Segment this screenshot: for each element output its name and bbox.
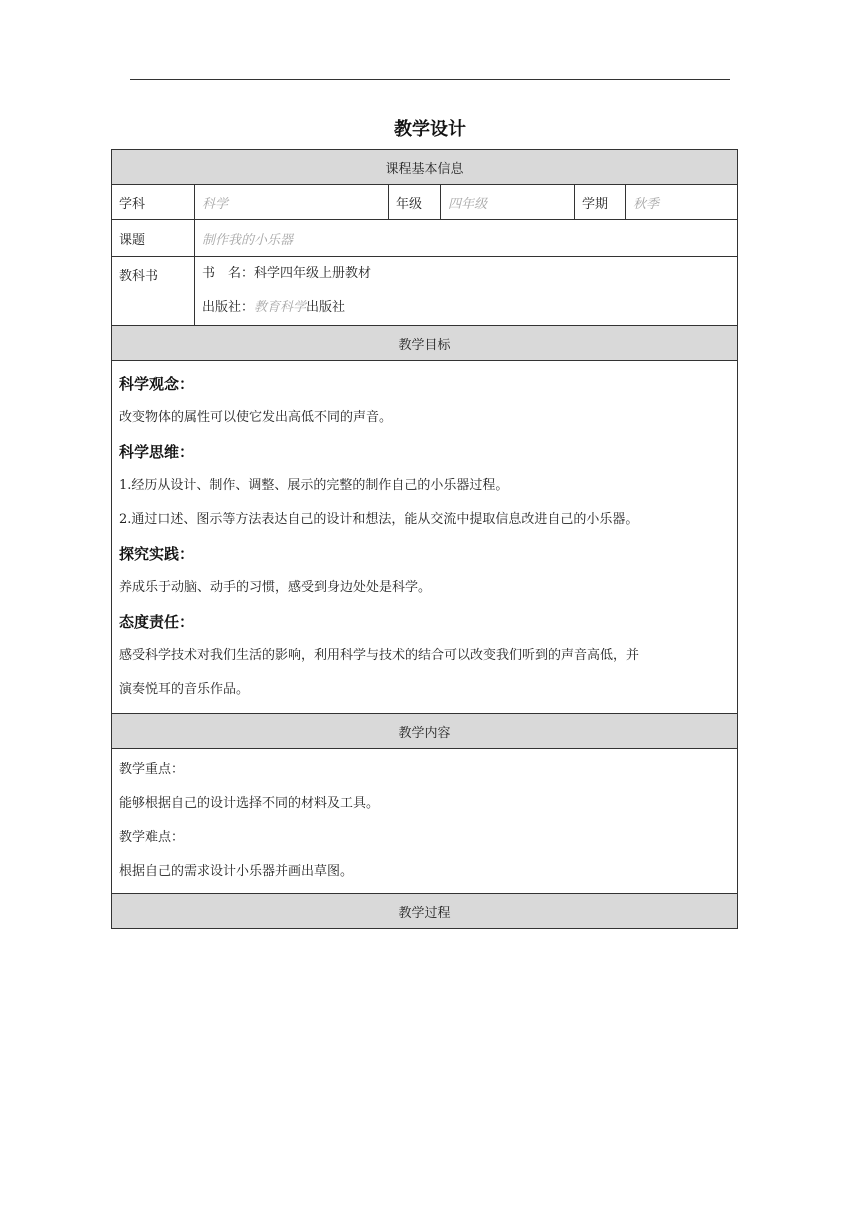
subject-label: 学科 (112, 185, 195, 220)
key-point-label: 教学重点： (119, 762, 185, 777)
textbook-info (195, 257, 738, 326)
grade-label: 年级 (389, 185, 441, 220)
publisher-suffix: 出版社 (306, 300, 346, 315)
goal-attitude-text-line-1: 感受科学技术对我们生活的影响，利用科学与技术的结合可以改变我们听到的声音高低，并 (119, 648, 640, 663)
content-cell (112, 749, 738, 894)
term-value: 秋季 (626, 185, 738, 220)
section-header-goals: 教学目标 (112, 326, 738, 361)
goal-attitude-heading: 态度责任： (119, 613, 195, 631)
goal-practice-text: 养成乐于动脑、动手的习惯，感受到身边处处是科学。 (119, 580, 432, 595)
difficult-point-text: 根据自己的需求设计小乐器并画出草图。 (119, 864, 354, 879)
goal-thinking-item-2: 2.通过口述、图示等方法表达自己的设计和想法，能从交流中提取信息改进自己的小乐器。 (119, 512, 639, 527)
publisher-label: 出版社： (202, 300, 255, 315)
book-name-value: 科学四年级上册教材 (254, 266, 372, 281)
goals-cell (112, 361, 738, 714)
goal-attitude-text-line-2: 演奏悦耳的音乐作品。 (119, 682, 250, 697)
goal-practice-heading: 探究实践： (119, 545, 195, 563)
subject-value: 科学 (195, 185, 389, 220)
goal-thinking-item-1: 1.经历从设计、制作、调整、展示的完整的制作自己的小乐器过程。 (119, 478, 509, 493)
goal-thinking-heading: 科学思维： (119, 443, 195, 461)
term-label: 学期 (575, 185, 626, 220)
topic-label: 课题 (112, 220, 195, 257)
book-name-label: 书 名： (202, 266, 255, 281)
goal-concept-text: 改变物体的属性可以使它发出高低不同的声音。 (119, 410, 393, 425)
difficult-point-label: 教学难点： (119, 830, 185, 845)
section-header-basic-info: 课程基本信息 (112, 150, 738, 185)
publisher-value: 教育科学 (254, 300, 307, 315)
goal-concept-heading: 科学观念： (119, 375, 195, 393)
section-header-content: 教学内容 (112, 714, 738, 749)
document-title: 教学设计 (394, 119, 466, 140)
section-header-process: 教学过程 (112, 894, 738, 929)
lesson-plan-table (111, 149, 738, 929)
topic-value: 制作我的小乐器 (195, 220, 738, 257)
grade-value: 四年级 (441, 185, 575, 220)
header-rule (130, 79, 730, 80)
publisher-line (202, 291, 730, 325)
book-name-line (202, 257, 730, 291)
textbook-label: 教科书 (112, 257, 195, 326)
key-point-text: 能够根据自己的设计选择不同的材料及工具。 (119, 796, 380, 811)
